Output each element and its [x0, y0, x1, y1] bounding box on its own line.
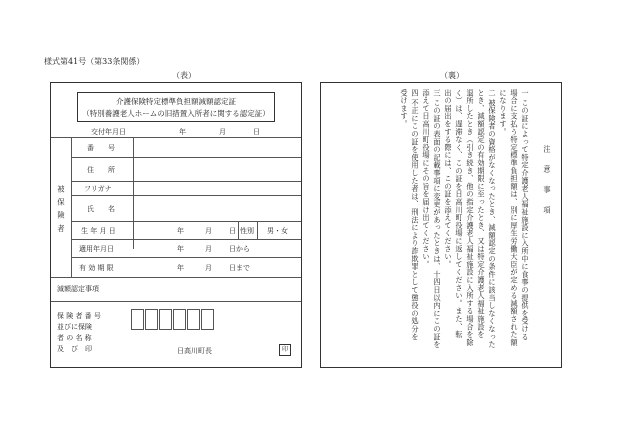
row-divider	[71, 195, 301, 196]
form-number: 様式第41号（第33条関係）	[44, 57, 145, 66]
issue-day-unit: 日	[253, 128, 260, 136]
row-divider	[71, 221, 301, 222]
insurer-digit-box[interactable]	[159, 309, 172, 330]
insurer-digit-box[interactable]	[145, 309, 158, 330]
note-1-line: になります。	[499, 89, 508, 136]
note-3-line: この証の表面の記載事項に変更があったときは、十四日以内にこの証を	[433, 99, 442, 349]
label-column-divider	[133, 137, 134, 249]
sex-label: 性別	[240, 227, 254, 235]
notes-heading: 注 意 事 項	[543, 145, 552, 217]
insurer-digit-box[interactable]	[201, 309, 214, 330]
row-divider	[71, 181, 301, 182]
section-divider	[71, 137, 72, 277]
name-label: 氏 名	[87, 205, 115, 213]
note-2-line: 出の届出をする際には、この証を添えてください。	[444, 89, 453, 269]
sex-value: 男・女	[267, 227, 288, 235]
insured-section-label: 被保険者	[57, 185, 66, 238]
row-divider	[71, 157, 301, 158]
certificate-front-panel	[50, 82, 302, 368]
certificate-subtitle: （特別養護老人ホームの旧措置入所者に関する認定証）	[82, 109, 270, 118]
note-2-line: 退所したとき（引き続き、他の指定介護老人福祉施設に入所する場合を除	[466, 89, 475, 347]
number-label: 番 号	[87, 144, 115, 152]
insurer-digit-box[interactable]	[131, 309, 144, 330]
front-side-label: （表）	[172, 71, 196, 80]
insurer-name: 日高川町長	[177, 347, 212, 355]
note-1-line: 場合に支払う特定標準負担額は、別に厚生労働大臣が定める減額された額	[510, 89, 519, 347]
expiry-label: 有 効 期 限	[79, 264, 114, 272]
section-bottom-border	[51, 277, 301, 278]
row-divider	[71, 257, 301, 258]
start-date-label: 適用年月日	[79, 245, 114, 253]
row-divider	[71, 239, 301, 240]
insurer-label: 保 険 者 番 号 並びに保険 者 の 名 称 及 び 印	[57, 312, 101, 353]
issue-month-unit: 月	[219, 128, 226, 136]
birth-year-unit: 年	[177, 227, 184, 235]
issue-year-unit: 年	[179, 128, 186, 136]
sex-label-divider-right	[257, 221, 258, 239]
note-2-number: 二	[488, 89, 497, 97]
insurer-digit-box[interactable]	[173, 309, 186, 330]
certificate-title: 介護保険特定標準負担額減額認定証	[116, 97, 236, 106]
start-from-unit: 日から	[229, 245, 250, 253]
table-top-border	[51, 137, 301, 138]
birth-month-unit: 月	[205, 227, 212, 235]
sex-label-divider-left	[238, 221, 239, 239]
expiry-month-unit: 月	[205, 264, 212, 272]
note-4-number: 四	[411, 89, 420, 97]
reduction-bottom-border	[51, 301, 301, 302]
reduction-items-label: 減額認定事項	[57, 285, 99, 293]
note-3-number: 三	[433, 89, 442, 97]
insurer-seal-mark: 印	[279, 344, 291, 356]
note-1-line: この証によって特定介護老人福祉施設に入所中に食事の提供を受ける	[521, 99, 530, 341]
issue-date-label: 交付年月日	[91, 128, 126, 136]
back-side-label: （裏）	[440, 71, 464, 80]
expiry-until-unit: 日まで	[229, 264, 250, 272]
note-2-line: とき、減額認定の有効期限に至ったとき、又は特定介護老人福祉施設を	[477, 89, 486, 339]
note-1-number: 一	[521, 89, 530, 97]
note-2-line: 被保険者の資格がなくなったとき、減額認定の条件に該当しなくなった	[488, 99, 497, 349]
note-4-line: 受けます。	[400, 89, 409, 128]
insurer-number-boxes	[131, 309, 231, 330]
note-3-line: 添えて日高川町役場にその旨を届け出てください。	[422, 89, 431, 269]
start-month-unit: 月	[205, 245, 212, 253]
expiry-year-unit: 年	[177, 264, 184, 272]
start-year-unit: 年	[177, 245, 184, 253]
furigana-label: フリガナ	[84, 185, 112, 193]
address-label: 住 所	[87, 166, 115, 174]
birthdate-label: 生 年 月 日	[81, 227, 116, 235]
certificate-back-panel	[320, 82, 562, 368]
note-4-line: 不正にこの証を使用した者は、刑法により詐欺罪として懲役の処分を	[411, 99, 420, 341]
certificate-title-box	[77, 92, 275, 122]
note-2-line: く）は、遅滞なく、この証を日高川町役場に返してください。また、転	[455, 89, 464, 339]
insurer-digit-box[interactable]	[187, 309, 200, 330]
birth-day-unit: 日	[229, 227, 236, 235]
